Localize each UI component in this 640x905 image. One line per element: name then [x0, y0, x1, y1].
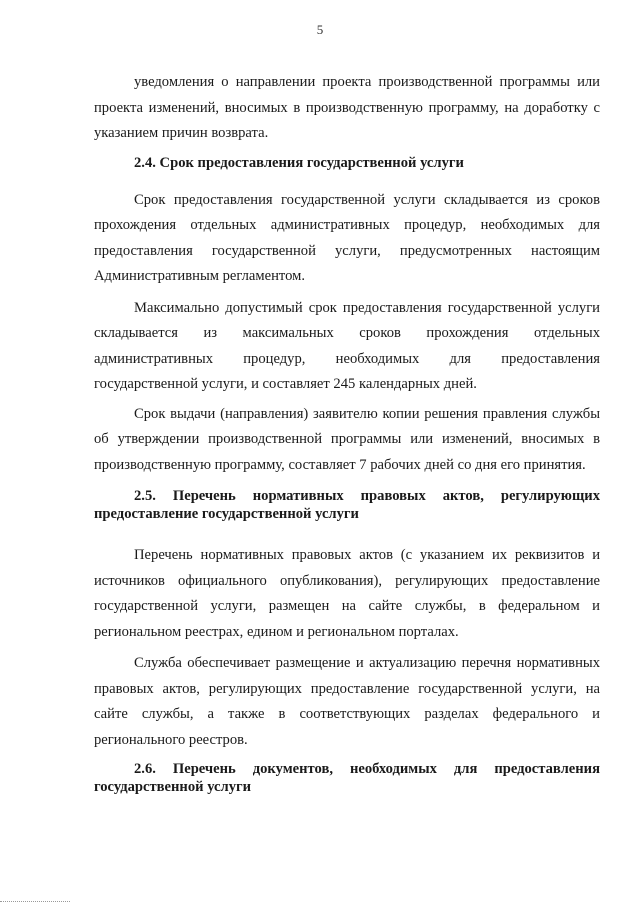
- section-heading-2-5: 2.5. Перечень нормативных правовых актов, регулирующих предоставление государственной услуги: [94, 488, 600, 522]
- paragraph-2-4-copy-delivery: Срок выдачи (направления) заявителю копии решения правления службы об утверждении производственной программы или изменений, вносимых в производственную программу, составляет 7 рабочих дней со дня его принятия.: [94, 405, 600, 473]
- paragraph-intro-continuation: уведомления о направлении проекта производственной программы или проекта изменений, вносимых в производственную программу, на доработку с указанием причин возврата.: [94, 74, 600, 141]
- document-body: [94, 70, 600, 810]
- paragraph-2-4-max-term: Максимально допустимый срок предоставления государственной услуги складывается из максимальных сроков прохождения отдельных административных процедур, необходимых для предоставления государственной услуги, и составляет 245 календарных дней.: [94, 299, 600, 392]
- paragraph-2-5-actualization: Служба обеспечивает размещение и актуализацию перечня нормативных правовых актов, регулирующих предоставление государственной услуги, на сайте службы, а также в соответствующих разделах федерального и регионального реестров.: [94, 655, 600, 748]
- page-edge-mark: [0, 901, 70, 902]
- paragraph-2-4-term-composition: Срок предоставления государственной услуги складывается из сроков прохождения отдельных административных процедур, необходимых для предоставления государственной услуги, предусмотренных настоящим Административным регламентом.: [94, 191, 600, 284]
- section-heading-2-4: 2.4. Срок предоставления государственной услуги: [134, 154, 464, 171]
- section-heading-2-6: 2.6. Перечень документов, необходимых для предоставления государственной услуги: [94, 761, 600, 795]
- page-number: 5: [316, 22, 324, 37]
- paragraph-2-5-acts-list: Перечень нормативных правовых актов (с указанием их реквизитов и источников официального опубликования), регулирующих предоставление государственной услуги, размещен на сайте службы, в федеральном и региональном реестрах, едином и региональном порталах.: [94, 547, 600, 640]
